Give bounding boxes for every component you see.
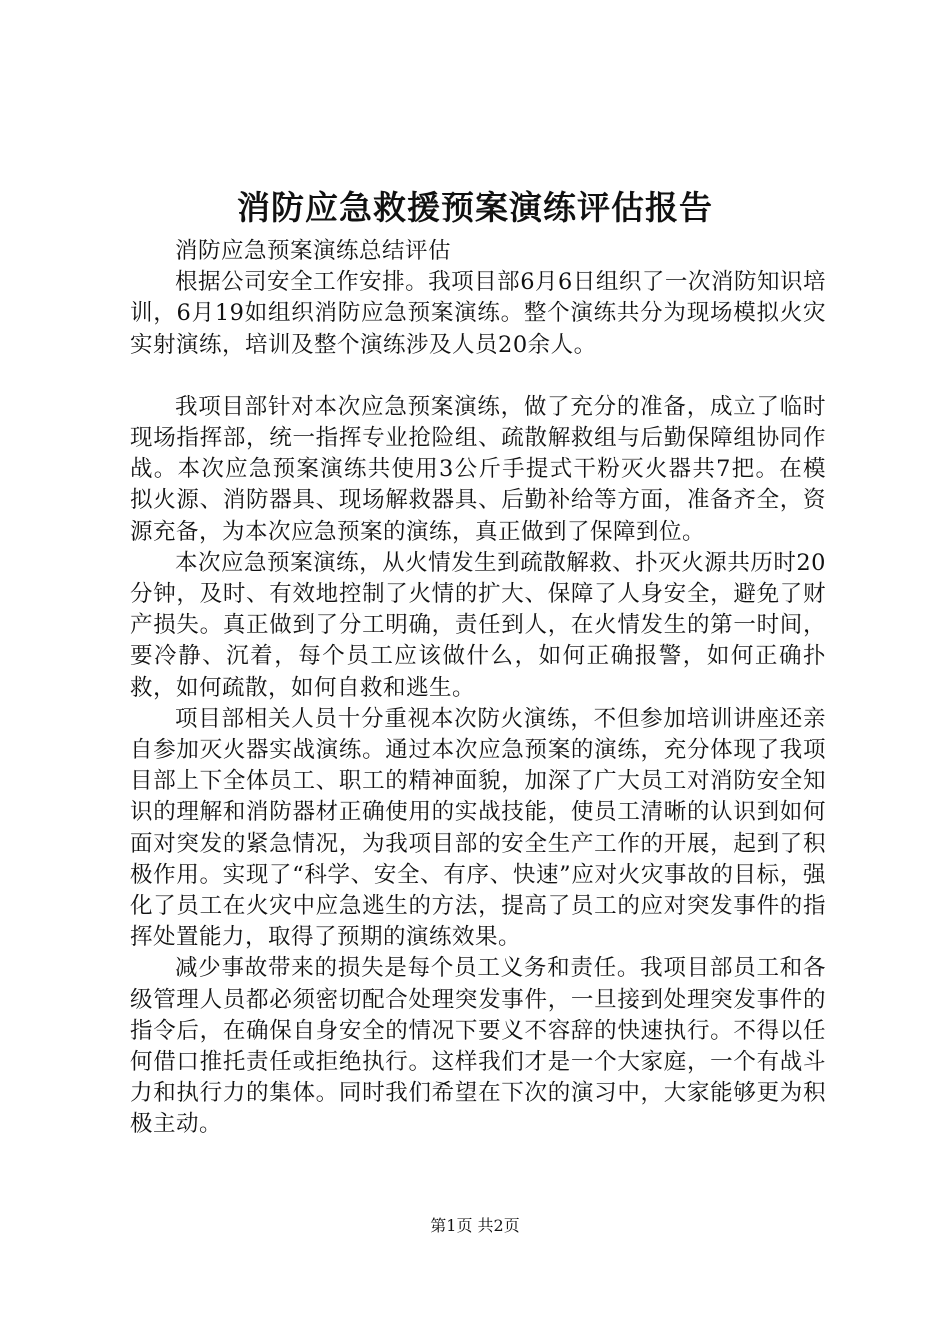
- page-number: 第1页 共2页: [430, 1216, 520, 1235]
- paragraph-3: 本次应急预案演练，从火情发生到疏散解救、扑灭火源共历时20分钟，及时、有效地控制了火情的扩大、保障了人身安全，避免了财产损失。真正做到了分工明确，责任到人，在火情发生的第一时间，要冷静、沉着，每个员工应该做什么，如何正确报警，如何正确扑救，如何疏散，如何自救和逃生。: [130, 549, 826, 701]
- paragraph-5: 减少事故带来的损失是每个员工义务和责任。我项目部员工和各级管理人员都必须密切配合处理突发事件，一旦接到处理突发事件的指令后，在确保自身安全的情况下要义不容辞的快速执行。不得以任何借口推托责任或拒绝执行。这样我们才是一个大家庭，一个有战斗力和执行力的集体。同时我们希望在下次的演习中，大家能够更为积极主动。: [130, 955, 826, 1138]
- paragraph-1: 根据公司安全工作安排。我项目部6月6日组织了一次消防知识培训，6月19如组织消防应急预案演练。整个演练共分为现场模拟火灾实射演练，培训及整个演练涉及人员20余人。: [130, 269, 826, 358]
- document-subtitle: 消防应急预案演练总结评估: [175, 238, 452, 264]
- document-title: 消防应急救援预案演练评估报告: [237, 188, 713, 227]
- paragraph-2: 我项目部针对本次应急预案演练，做了充分的准备，成立了临时现场指挥部，统一指挥专业抢险组、疏散解救组与后勤保障组协同作战。本次应急预案演练共使用3公斤手提式干粉灭火器共7把。在模拟火源、消防器具、现场解救器具、后勤补给等方面，准备齐全，资源充备，为本次应急预案的演练，真正做到了保障到位。: [130, 393, 826, 545]
- paragraph-4: 项目部相关人员十分重视本次防火演练，不但参加培训讲座还亲自参加灭火器实战演练。通过本次应急预案的演练，充分体现了我项目部上下全体员工、职工的精神面貌，加深了广大员工对消防安全知识的理解和消防器材正确使用的实战技能，使员工清晰的认识到如何面对突发的紧急情况，为我项目部的安全生产工作的开展，起到了积极作用。实现了“科学、安全、有序、快速”应对火灾事故的目标，强化了员工在火灾中应急逃生的方法，提高了员工的应对突发事件的指挥处置能力，取得了预期的演练效果。: [130, 705, 826, 951]
- document-body: [130, 236, 826, 1141]
